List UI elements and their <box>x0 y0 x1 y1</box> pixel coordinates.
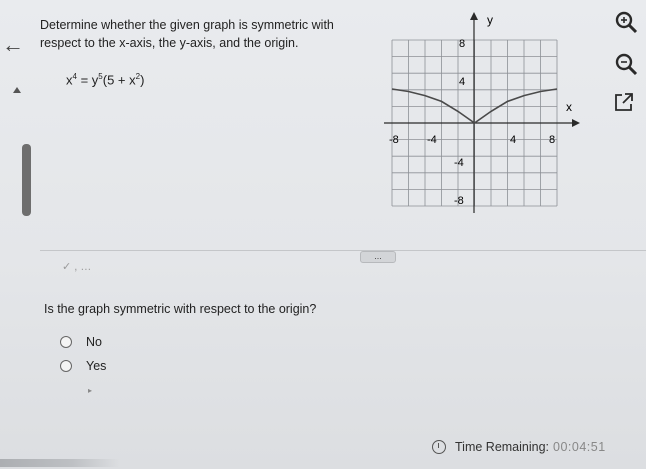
timer-label: Time Remaining: <box>455 440 550 454</box>
section-divider <box>40 250 646 251</box>
axis-label-x: x <box>566 100 572 114</box>
eq-paren-close: ) <box>140 72 145 88</box>
eq-equals: = <box>76 72 92 88</box>
radio-yes[interactable] <box>60 360 72 372</box>
back-arrow-icon[interactable]: ← <box>2 32 24 57</box>
option-yes[interactable] <box>60 358 106 374</box>
popout-icon[interactable] <box>612 90 636 114</box>
option-no[interactable] <box>60 334 102 350</box>
tiny-mark: ▸ <box>88 386 93 395</box>
tick-label-x-neg4: -4 <box>427 134 437 146</box>
expand-more-button[interactable]: ... <box>360 251 396 263</box>
symmetry-graph <box>384 6 580 218</box>
tick-label-x-8: 8 <box>549 134 556 146</box>
y-axis-arrow-icon <box>470 12 478 20</box>
clock-icon <box>432 440 446 454</box>
tick-label-y-4: 4 <box>459 76 466 88</box>
x-axis-arrow-icon <box>572 119 580 127</box>
bottom-edge-smudge <box>0 459 120 467</box>
option-no-label[interactable]: No <box>86 335 102 349</box>
axis-label-y: y <box>487 13 493 27</box>
eq-rhs-exp: 5 <box>98 72 103 81</box>
eq-paren-open: (5 + x <box>102 72 136 88</box>
question-text: Determine whether the given graph is symmetric with respect to the x-axis, the y-axis, and the origin. <box>40 18 334 50</box>
tick-label-x-4: 4 <box>510 134 517 146</box>
tick-label-y-neg4: -4 <box>454 157 464 169</box>
eq-paren-exp: 2 <box>135 72 141 81</box>
collapse-triangle-icon[interactable] <box>13 87 21 93</box>
zoom-out-icon[interactable] <box>612 50 640 78</box>
tick-label-x-neg8: -8 <box>389 134 399 146</box>
eq-lhs-base: x <box>66 72 73 88</box>
timer-value: 00:04:51 <box>553 440 606 454</box>
radio-no[interactable] <box>60 336 72 348</box>
zoom-in-icon[interactable] <box>612 8 640 36</box>
answer-prompt: Is the graph symmetric with respect to the origin? <box>44 302 317 316</box>
tick-label-y-neg8: -8 <box>454 195 464 207</box>
eq-lhs-exp: 4 <box>72 72 77 81</box>
scrollbar-thumb[interactable] <box>22 144 31 216</box>
faint-scribble: ✓ , … <box>62 261 92 273</box>
tick-label-y-8: 8 <box>459 38 466 50</box>
option-yes-label[interactable]: Yes <box>86 359 107 373</box>
equation <box>66 72 144 87</box>
time-remaining <box>432 440 606 454</box>
eq-rhs-base: y <box>91 72 99 88</box>
